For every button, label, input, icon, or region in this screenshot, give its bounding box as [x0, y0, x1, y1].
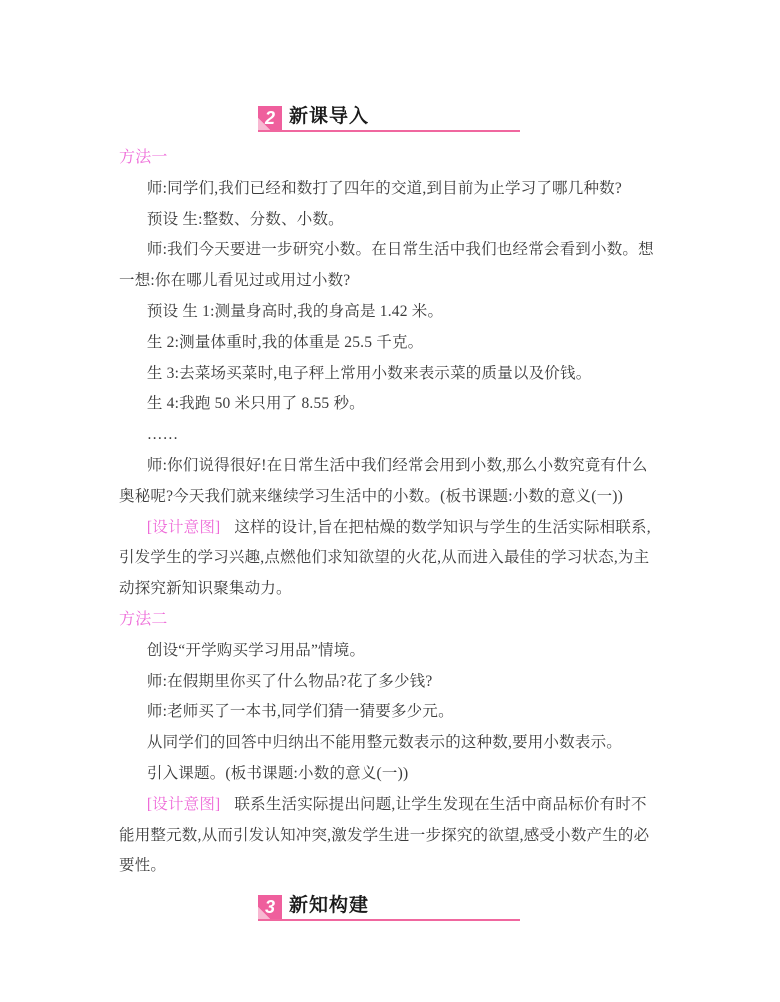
section-number-badge: 3	[258, 895, 282, 919]
paragraph: 师:同学们,我们已经和数打了四年的交道,到目前为止学习了哪几种数?	[146, 179, 622, 197]
paragraph: 生 4:我跑 50 米只用了 8.55 秒。	[146, 395, 365, 413]
design-intent-label: [设计意图]	[146, 518, 221, 536]
section-header-new-knowledge	[258, 890, 520, 921]
paragraph: 生 3:去菜场买菜时,电子秤上常用小数来表示菜的质量以及价钱。	[146, 364, 592, 382]
paragraph: 引入课题。(板书课题:小数的意义(一))	[146, 764, 409, 782]
paragraph: 师:我们今天要进一步研究小数。在日常生活中我们也经常会看到小数。想一想:你在哪儿看见过或用过小数?	[119, 241, 654, 290]
page-content	[119, 0, 662, 921]
method1-heading: 方法一	[119, 149, 168, 166]
design-intent-paragraph	[119, 790, 662, 882]
section-title: 新课导入	[289, 106, 370, 127]
paragraph: 师:老师买了一本书,同学们猜一猜要多少元。	[146, 703, 454, 721]
design-intent-text: 联系生活实际提出问题,让学生发现在生活中商品标价有时不能用整元数,从而引发认知冲突,激发学生进一步探究的欲望,感受小数产生的必要性。	[119, 795, 650, 875]
section-title: 新知构建	[289, 895, 370, 917]
paragraph: 师:你们说得很好!在日常生活中我们经常会用到小数,那么小数究竟有什么奥秘呢?今天我们就来继续学习生活中的小数。(板书课题:小数的意义(一))	[119, 456, 648, 505]
design-intent-text: 这样的设计,旨在把枯燥的数学知识与学生的生活实际相联系,引发学生的学习兴趣,点燃他们求知欲望的火花,从而进入最佳的学习状态,为主动探究新知识聚集动力。	[119, 518, 651, 598]
design-intent-paragraph	[119, 513, 662, 605]
paragraph: 预设 生:整数、分数、小数。	[146, 210, 344, 228]
section-number-badge: 2	[258, 106, 282, 130]
paragraph: 从同学们的回答中归纳出不能用整元数表示的这种数,要用小数表示。	[146, 734, 622, 752]
paragraph: 创设“开学购买学习用品”情境。	[146, 641, 366, 659]
ellipsis-line: ……	[146, 426, 179, 444]
paragraph: 预设 生 1:测量身高时,我的身高是 1.42 米。	[146, 302, 444, 320]
section-header-new-lesson-intro	[258, 101, 520, 132]
design-intent-label: [设计意图]	[146, 795, 221, 813]
paragraph: 师:在假期里你买了什么物品?花了多少钱?	[146, 672, 433, 690]
paragraph: 生 2:测量体重时,我的体重是 25.5 千克。	[146, 333, 424, 351]
method2-heading: 方法二	[119, 610, 168, 628]
